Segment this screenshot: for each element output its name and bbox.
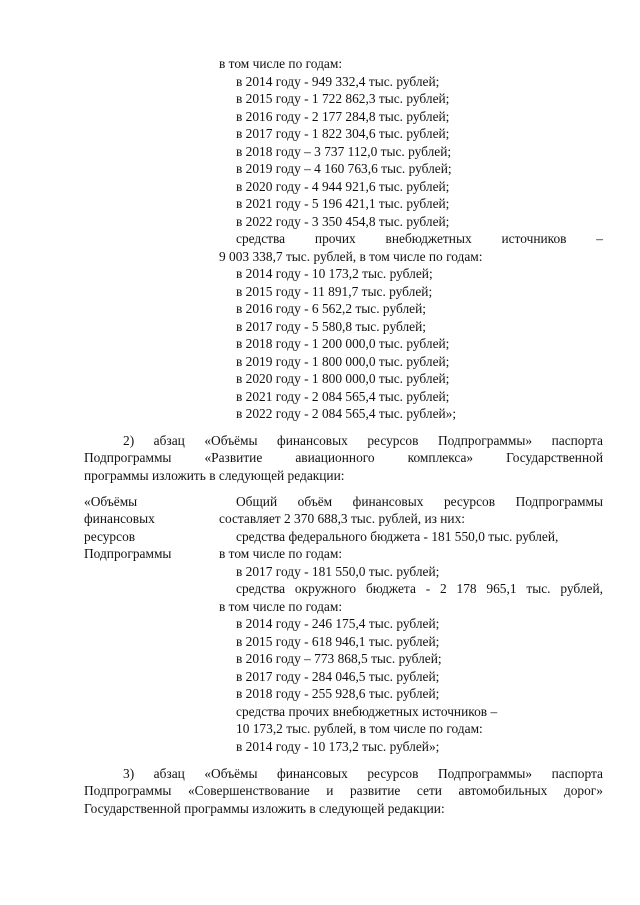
year-line: в 2015 году - 1 722 862,3 тыс. рублей;	[236, 91, 450, 106]
table-left-label: Подпрограммы	[84, 546, 172, 561]
year-line: в 2020 году - 1 800 000,0 тыс. рублей;	[236, 371, 450, 386]
table-right-line: в том числе по годам:	[219, 546, 343, 561]
table-left-label: ресурсов	[84, 529, 136, 544]
year-line: в 2018 году – 3 737 112,0 тыс. рублей;	[236, 144, 452, 159]
table-right-line: в 2014 году - 246 175,4 тыс. рублей;	[236, 616, 440, 631]
table-right-line: в 2014 году - 10 173,2 тыс. рублей»;	[236, 739, 440, 754]
year-line: в 2014 году - 949 332,4 тыс. рублей;	[236, 74, 440, 89]
year-line: в 2022 году - 2 084 565,4 тыс. рублей»;	[236, 406, 457, 421]
table-right-line: в 2017 году - 181 550,0 тыс. рублей;	[236, 564, 440, 579]
year-line: в 2017 году - 1 822 304,6 тыс. рублей;	[236, 126, 450, 141]
years-header: в том числе по годам:	[219, 56, 343, 71]
table-left-label: «Объёмы	[84, 494, 138, 509]
year-line: в 2018 году - 1 200 000,0 тыс. рублей;	[236, 336, 450, 351]
paragraph-2-line-3: программы изложить в следующей редакции:	[84, 468, 345, 483]
other-sources-total: 9 003 338,7 тыс. рублей, в том числе по годам:	[219, 249, 483, 264]
other-sources-line: средства прочих внебюджетных источников –	[236, 231, 603, 246]
table-right-line: составляет 2 370 688,3 тыс. рублей, из них:	[219, 511, 466, 526]
year-line: в 2016 году - 6 562,2 тыс. рублей;	[236, 301, 426, 316]
paragraph-3-line-2: Подпрограммы «Совершенствование и развитие сети автомобильных дорог»	[84, 783, 603, 798]
year-line: в 2016 году - 2 177 284,8 тыс. рублей;	[236, 109, 450, 124]
table-right-line: в 2018 году - 255 928,6 тыс. рублей;	[236, 686, 440, 701]
year-line: в 2020 году - 4 944 921,6 тыс. рублей;	[236, 179, 450, 194]
year-line: в 2015 году - 11 891,7 тыс. рублей;	[236, 284, 433, 299]
paragraph-3-line-3: Государственной программы изложить в следующей редакции:	[84, 801, 445, 816]
table-right-line: 10 173,2 тыс. рублей, в том числе по годам:	[236, 721, 483, 736]
table-right-line: средства прочих внебюджетных источников –	[236, 704, 498, 719]
year-line: в 2021 году - 5 196 421,1 тыс. рублей;	[236, 196, 450, 211]
year-line: в 2014 году - 10 173,2 тыс. рублей;	[236, 266, 433, 281]
paragraph-2-line-2: Подпрограммы «Развитие авиационного комплекса» Государственной	[84, 450, 603, 465]
year-line: в 2022 году - 3 350 454,8 тыс. рублей;	[236, 214, 450, 229]
year-line: в 2019 году - 1 800 000,0 тыс. рублей;	[236, 354, 450, 369]
table-left-label: финансовых	[84, 511, 155, 526]
table-right-line: в 2015 году - 618 946,1 тыс. рублей;	[236, 634, 440, 649]
year-line: в 2017 году - 5 580,8 тыс. рублей;	[236, 319, 426, 334]
paragraph-2-line-1: 2) абзац «Объёмы финансовых ресурсов Подпрограммы» паспорта	[123, 433, 603, 448]
table-right-line: Общий объём финансовых ресурсов Подпрограммы	[236, 494, 603, 509]
table-right-line: средства окружного бюджета - 2 178 965,1 тыс. рублей,	[236, 581, 603, 596]
table-right-line: в том числе по годам:	[219, 599, 343, 614]
year-line: в 2021 году - 2 084 565,4 тыс. рублей;	[236, 389, 450, 404]
table-right-line: в 2017 году - 284 046,5 тыс. рублей;	[236, 669, 440, 684]
table-right-line: в 2016 году – 773 868,5 тыс. рублей;	[236, 651, 442, 666]
table-right-line: средства федерального бюджета - 181 550,0 тыс. рублей,	[236, 529, 559, 544]
paragraph-3-line-1: 3) абзац «Объёмы финансовых ресурсов Подпрограммы» паспорта	[123, 766, 603, 781]
year-line: в 2019 году – 4 160 763,6 тыс. рублей;	[236, 161, 452, 176]
